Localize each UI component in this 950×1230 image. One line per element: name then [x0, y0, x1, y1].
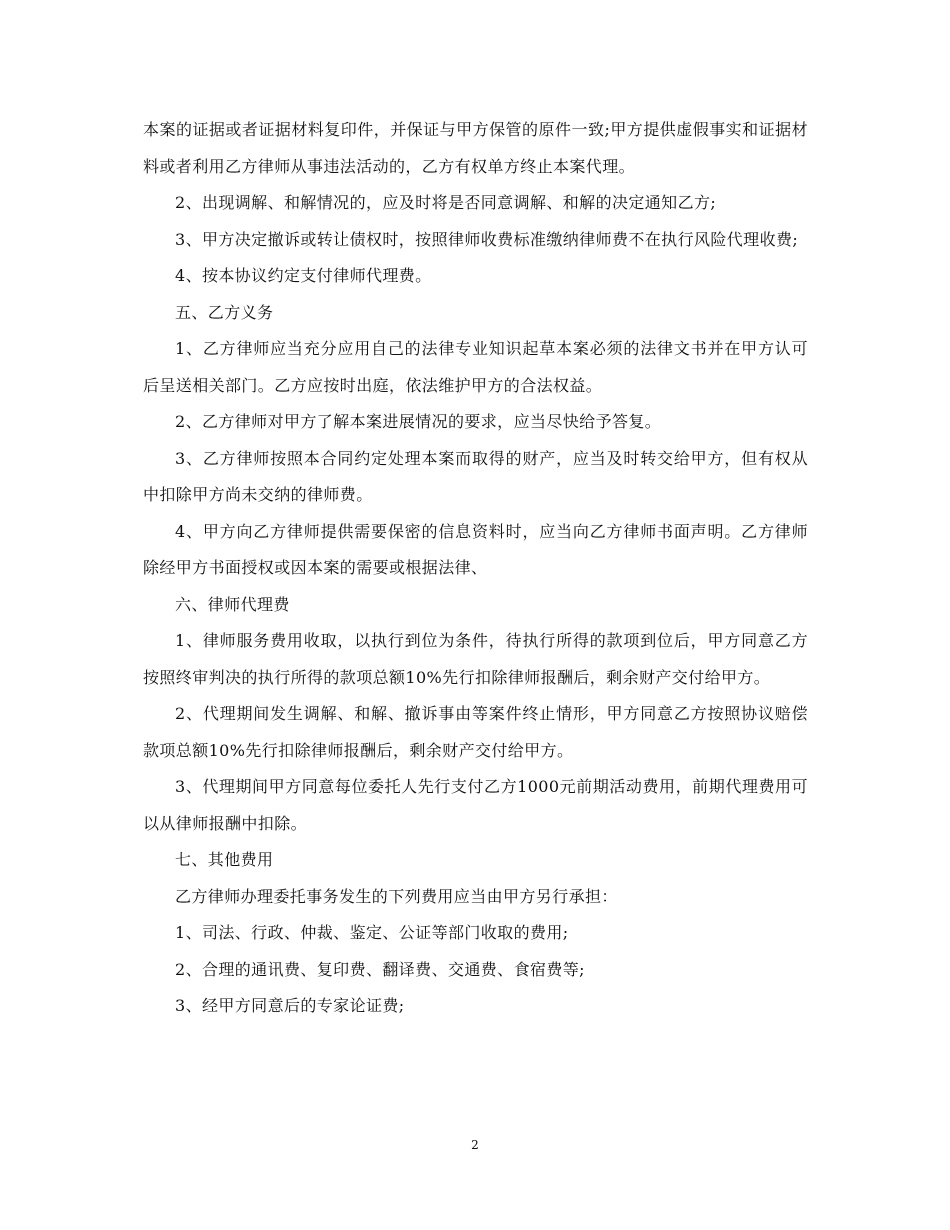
- section-heading-lawyer-fees: 六、律师代理费: [175, 594, 290, 614]
- paragraph-item-3-withdrawal: 3、甲方决定撤诉或转让债权时，按照律师收费标准缴纳律师费不在执行风险代理收费;: [175, 229, 799, 249]
- paragraph-item-4-payment: 4、按本协议约定支付律师代理费。: [175, 266, 432, 285]
- paragraph-fee-item-1: 1、律师服务费用收取，以执行到位为条件，待执行所得的款项到位后，甲方同意乙方按照终审判决的执行所得的款项总额10%先行扣除律师报酬后，剩余财产交付给甲方。: [143, 631, 808, 687]
- paragraph-other-item-3: 3、经甲方同意后的专家论证费;: [175, 996, 405, 1015]
- paragraph-b-item-4: 4、甲方向乙方律师提供需要保密的信息资料时，应当向乙方律师书面声明。乙方律师除经甲方书面授权或因本案的需要或根据法律、: [143, 521, 808, 577]
- document-body: [143, 112, 808, 1025]
- paragraph-fee-item-3: 3、代理期间甲方同意每位委托人先行支付乙方1000元前期活动费用，前期代理费用可以从律师报酬中扣除。: [143, 777, 808, 833]
- paragraph-other-item-2: 2、合理的通讯费、复印费、翻译费、交通费、食宿费等;: [175, 959, 585, 979]
- paragraph-b-item-2: 2、乙方律师对甲方了解本案进展情况的要求，应当尽快给予答复。: [175, 412, 662, 431]
- paragraph-b-item-1: 1、乙方律师应当充分应用自己的法律专业知识起草本案必须的法律文书并在甲方认可后呈送相关部门。乙方应按时出庭，依法维护甲方的合法权益。: [143, 339, 808, 395]
- page-number: 2: [471, 1138, 479, 1152]
- paragraph-fee-item-2: 2、代理期间发生调解、和解、撤诉事由等案件终止情形，甲方同意乙方按照协议赔偿款项总额10%先行扣除律师报酬后，剩余财产交付给甲方。: [143, 704, 808, 760]
- paragraph-other-item-1: 1、司法、行政、仲裁、鉴定、公证等部门收取的费用;: [175, 923, 569, 942]
- paragraph-continuation: 本案的证据或者证据材料复印件，并保证与甲方保管的原件一致;甲方提供虚假事实和证据材料或者利用乙方律师从事违法活动的，乙方有权单方终止本案代理。: [143, 120, 808, 176]
- paragraph-b-item-3: 3、乙方律师按照本合同约定处理本案而取得的财产，应当及时转交给甲方，但有权从中扣除甲方尚未交纳的律师费。: [143, 448, 808, 504]
- paragraph-item-2-mediation: 2、出现调解、和解情况的，应及时将是否同意调解、和解的决定通知乙方;: [175, 193, 717, 212]
- paragraph-other-fees-intro: 乙方律师办理委托事务发生的下列费用应当由甲方另行承担：: [175, 886, 618, 906]
- section-heading-other-fees: 七、其他费用: [175, 850, 274, 869]
- section-heading-party-b-obligations: 五、乙方义务: [175, 302, 274, 322]
